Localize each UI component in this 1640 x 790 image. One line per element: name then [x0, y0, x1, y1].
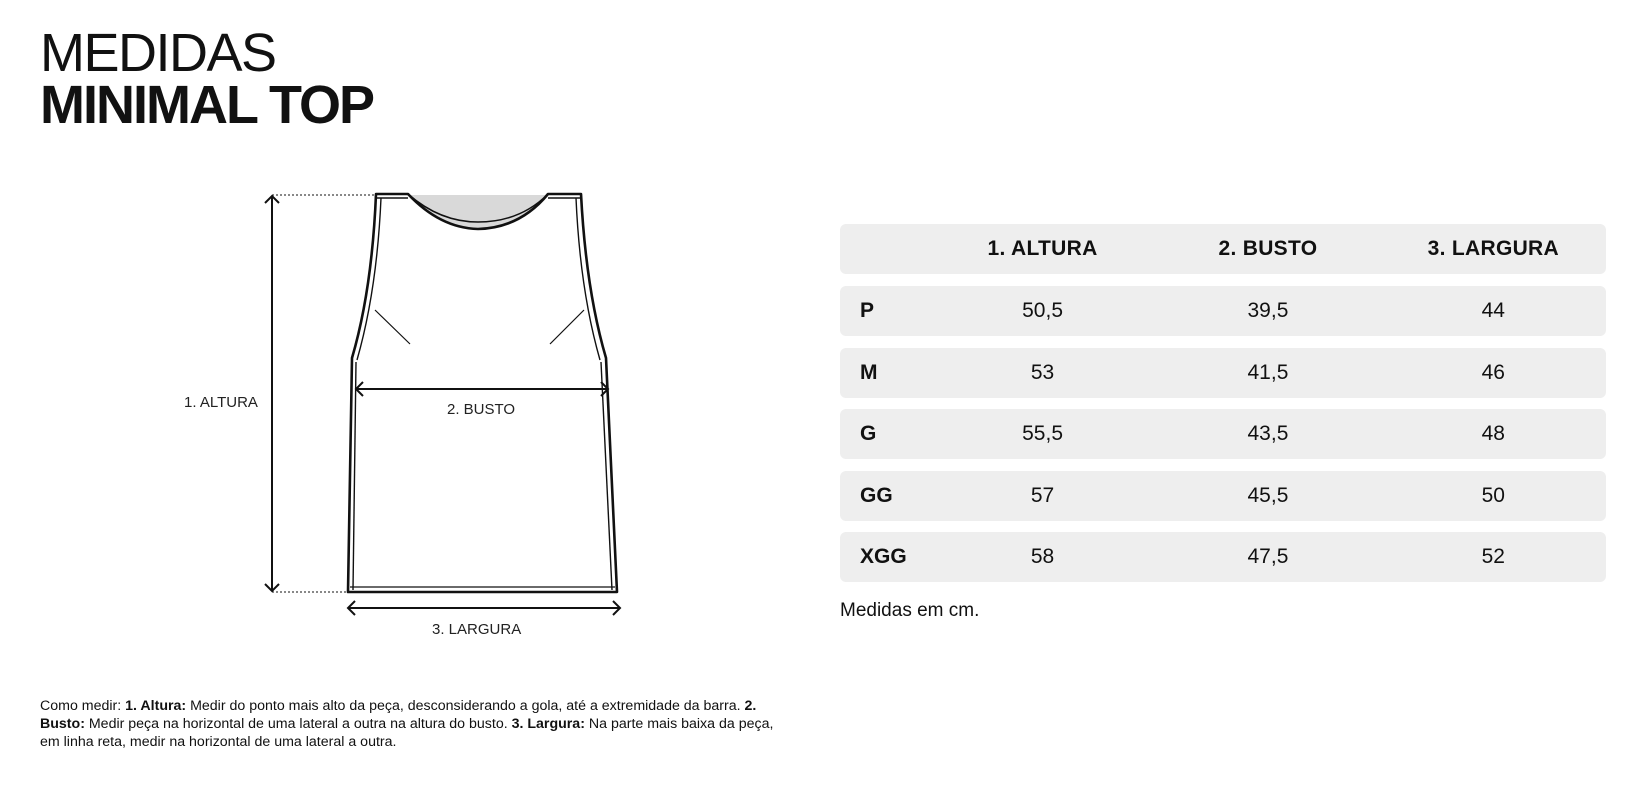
size-label: P — [860, 299, 875, 322]
busto-value: 43,5 — [1247, 422, 1289, 445]
size-label: XGG — [860, 545, 907, 568]
table-row — [840, 286, 1606, 336]
header-altura: 1. ALTURA — [987, 237, 1098, 260]
largura-value: 48 — [1481, 422, 1505, 445]
size-table — [840, 224, 1606, 594]
largura-value: 46 — [1481, 360, 1505, 384]
largura-instruction: Na parte mais baixa da peça, em linha reta, medir na horizontal de uma lateral a outra. — [40, 716, 774, 750]
table-header-row — [840, 224, 1606, 274]
altura-value: 57 — [1030, 483, 1055, 507]
measuring-instructions — [40, 697, 780, 751]
busto-value: 41,5 — [1247, 360, 1289, 384]
busto-value: 47,5 — [1247, 545, 1289, 568]
header-largura: 3. LARGURA — [1427, 237, 1559, 260]
altura-instruction: Medir do ponto mais alto da peça, desconsiderando a gola, até a extremidade da barra. — [186, 698, 745, 714]
size-label: G — [860, 422, 877, 445]
altura-value: 55,5 — [1022, 422, 1063, 445]
header-busto: 2. BUSTO — [1218, 237, 1318, 260]
busto-instruction: Medir peça na horizontal de uma lateral a outra na altura do busto. — [84, 716, 512, 732]
largura-term: 3. Largura: — [511, 716, 585, 732]
altura-value: 58 — [1030, 545, 1055, 568]
busto-term: 2. Busto: — [40, 698, 757, 732]
title-line-medidas: MEDIDAS — [40, 23, 276, 83]
altura-value: 50,5 — [1022, 299, 1063, 322]
busto-value: 39,5 — [1247, 299, 1289, 322]
units-note: Medidas em cm. — [840, 600, 980, 621]
table-row — [840, 471, 1606, 521]
altura-label: 1. ALTURA — [184, 394, 258, 411]
instructions-intro: Como medir: — [40, 698, 126, 714]
table-row — [840, 409, 1606, 459]
altura-term: 1. Altura: — [125, 698, 187, 714]
size-label: M — [860, 360, 878, 384]
largura-label: 3. LARGURA — [432, 621, 522, 638]
busto-label: 2. BUSTO — [447, 401, 516, 418]
size-label: GG — [860, 483, 893, 507]
tank-top-illustration — [0, 0, 800, 680]
garment-diagram — [0, 0, 800, 680]
largura-value: 44 — [1481, 299, 1505, 322]
table-row — [840, 348, 1606, 398]
largura-value: 52 — [1481, 545, 1505, 568]
table-row — [840, 532, 1606, 582]
title-line-product: MINIMAL TOP — [40, 75, 374, 135]
altura-value: 53 — [1030, 360, 1055, 384]
largura-value: 50 — [1481, 483, 1505, 507]
busto-value: 45,5 — [1247, 483, 1289, 507]
